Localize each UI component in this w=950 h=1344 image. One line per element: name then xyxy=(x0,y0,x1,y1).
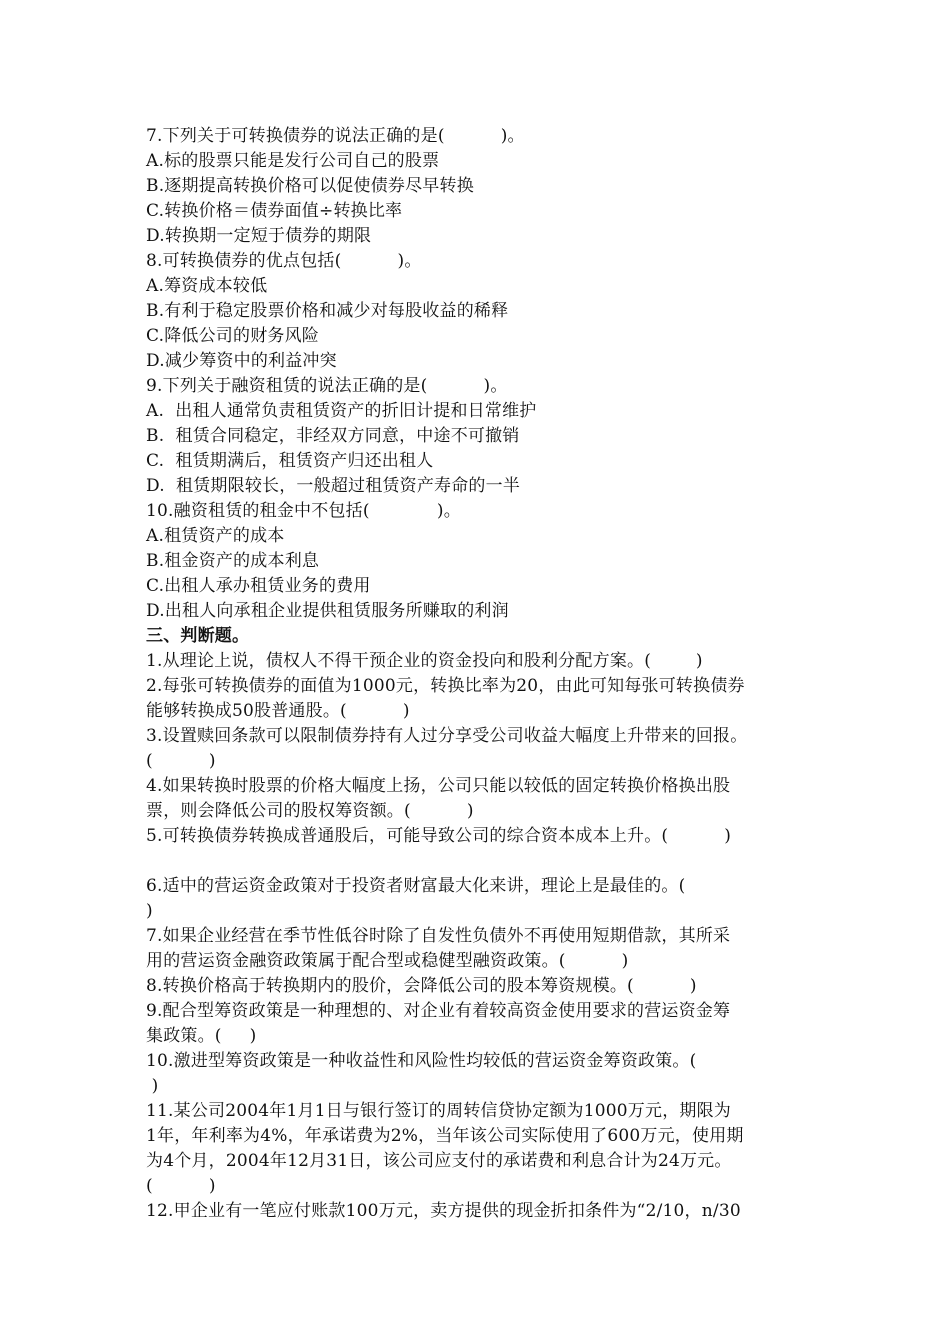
question-9: 9.下列关于融资租赁的说法正确的是( )。 xyxy=(146,376,508,396)
q7-option-d: D.转换期一定短于债券的期限 xyxy=(146,226,372,246)
tf-11-line-1: 11.某公司2004年1月1日与银行签订的周转信贷协定额为1000万元，期限为 xyxy=(146,1101,731,1121)
q8-option-a: A.筹资成本较低 xyxy=(146,276,268,296)
tf-10-line-1: 10.激进型筹资政策是一种收益性和风险性均较低的营运资金筹资政策。( xyxy=(146,1051,697,1071)
tf-9-line-2: 集政策。( ) xyxy=(146,1026,257,1046)
tf-11-line-4: ( ) xyxy=(146,1176,216,1196)
tf-2-line-1: 2.每张可转换债券的面值为1000元，转换比率为20，由此可知每张可转换债券 xyxy=(146,676,745,696)
tf-6-line-1: 6.适中的营运资金政策对于投资者财富最大化来讲，理论上是最佳的。( xyxy=(146,876,686,896)
q9-option-c: C. 租赁期满后，租赁资产归还出租人 xyxy=(146,451,434,471)
question-7: 7.下列关于可转换债券的说法正确的是( )。 xyxy=(146,126,525,146)
q9-option-d: D. 租赁期限较长，一般超过租赁资产寿命的一半 xyxy=(146,476,521,496)
q7-option-b: B.逐期提高转换价格可以促使债券尽早转换 xyxy=(146,176,474,196)
q8-option-b: B.有利于稳定股票价格和减少对每股收益的稀释 xyxy=(146,301,509,321)
tf-7-line-2: 用的营运资金融资政策属于配合型或稳健型融资政策。( ) xyxy=(146,951,629,971)
q7-option-c: C.转换价格＝债券面值÷转换比率 xyxy=(146,201,403,221)
tf-8: 8.转换价格高于转换期内的股价，会降低公司的股本筹资规模。( ) xyxy=(146,976,697,996)
tf-3-line-2: ( ) xyxy=(146,751,216,771)
q10-option-c: C.出租人承办租赁业务的费用 xyxy=(146,576,371,596)
tf-4-line-2: 票，则会降低公司的股权筹资额。( ) xyxy=(146,801,474,821)
q10-option-b: B.租金资产的成本利息 xyxy=(146,551,320,571)
tf-6-line-2: ) xyxy=(146,901,153,921)
q10-option-d: D.出租人向承租企业提供租赁服务所赚取的利润 xyxy=(146,601,509,621)
q7-option-a: A.标的股票只能是发行公司自己的股票 xyxy=(146,151,440,171)
tf-12-line-1: 12.甲企业有一笔应付账款100万元，卖方提供的现金折扣条件为“2/10，n/30 xyxy=(146,1201,741,1221)
q9-option-b: B. 租赁合同稳定，非经双方同意，中途不可撤销 xyxy=(146,426,520,446)
q8-option-d: D.减少筹资中的利益冲突 xyxy=(146,351,337,371)
tf-7-line-1: 7.如果企业经营在季节性低谷时除了自发性负债外不再使用短期借款，其所采 xyxy=(146,926,731,946)
q9-option-a: A. 出租人通常负责租赁资产的折旧计提和日常维护 xyxy=(146,401,537,421)
tf-9-line-1: 9.配合型筹资政策是一种理想的、对企业有着较高资金使用要求的营运资金筹 xyxy=(146,1001,731,1021)
q10-option-a: A.租赁资产的成本 xyxy=(146,526,285,546)
tf-1: 1.从理论上说，债权人不得干预企业的资金投向和股利分配方案。( ) xyxy=(146,651,703,671)
tf-11-line-2: 1年，年利率为4%，年承诺费为2%，当年该公司实际使用了600万元，使用期 xyxy=(146,1126,744,1146)
section-heading-true-false: 三、判断题。 xyxy=(146,626,250,646)
question-10: 10.融资租赁的租金中不包括( )。 xyxy=(146,501,461,521)
tf-2-line-2: 能够转换成50股普通股。( ) xyxy=(146,701,410,721)
tf-10-line-2: ) xyxy=(146,1076,159,1096)
tf-11-line-3: 为4个月，2004年12月31日，该公司应支付的承诺费和利息合计为24万元。 xyxy=(146,1151,732,1171)
blank-line xyxy=(146,849,816,874)
question-8: 8.可转换债券的优点包括( )。 xyxy=(146,251,422,271)
q8-option-c: C.降低公司的财务风险 xyxy=(146,326,320,346)
tf-4-line-1: 4.如果转换时股票的价格大幅度上扬，公司只能以较低的固定转换价格换出股 xyxy=(146,776,731,796)
tf-3-line-1: 3.设置赎回条款可以限制债券持有人过分享受公司收益大幅度上升带来的回报。 xyxy=(146,726,748,746)
document-page xyxy=(146,124,816,1224)
tf-5: 5.可转换债券转换成普通股后，可能导致公司的综合资本成本上升。( ) xyxy=(146,826,732,846)
